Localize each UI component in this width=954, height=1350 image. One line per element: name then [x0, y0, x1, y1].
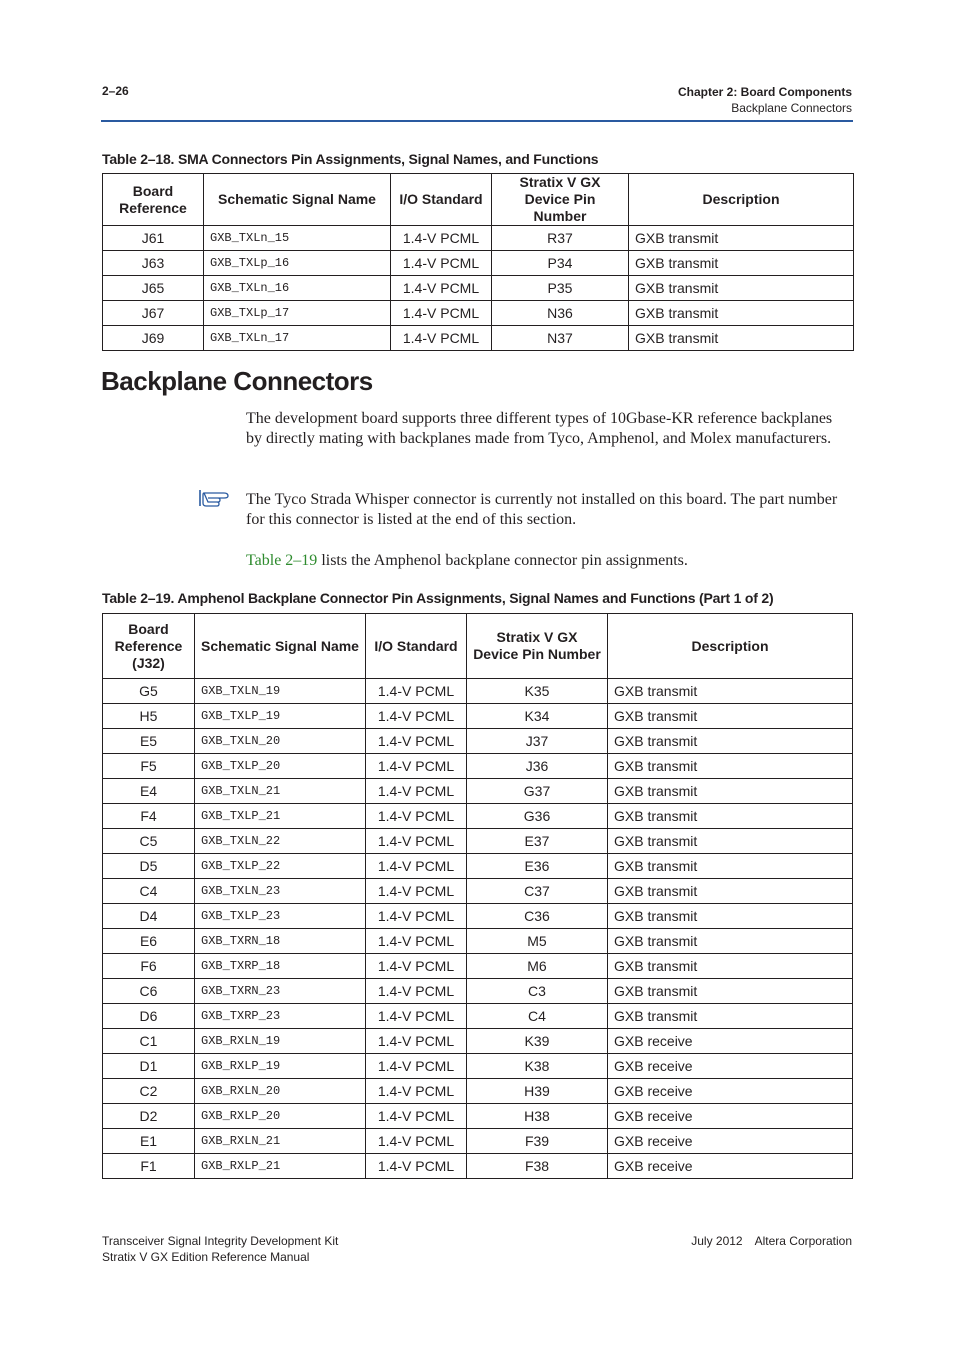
pin-number-cell: N36	[492, 301, 629, 326]
io-standard-cell: 1.4-V PCML	[366, 904, 467, 929]
board-reference-cell: C2	[103, 1079, 195, 1104]
footer-manual-title: Stratix V GX Edition Reference Manual	[102, 1250, 310, 1264]
signal-name-cell: GXB_TXLP_19	[195, 704, 366, 729]
board-reference-cell: D4	[103, 904, 195, 929]
pin-number-cell: K38	[467, 1054, 608, 1079]
description-cell: GXB transmit	[629, 251, 854, 276]
table19-row	[103, 704, 853, 729]
table18-header-row	[103, 174, 854, 226]
table19-row	[103, 779, 853, 804]
signal-name-cell: GXB_TXRP_23	[195, 1004, 366, 1029]
signal-name-cell: GXB_TXLp_17	[204, 301, 391, 326]
table19-row	[103, 1054, 853, 1079]
chapter-title: Chapter 2: Board Components	[677, 85, 852, 99]
table19-header: Stratix V GX Device Pin Number	[467, 614, 608, 679]
pin-number-cell: N37	[492, 326, 629, 351]
pin-number-cell: H38	[467, 1104, 608, 1129]
table19-row	[103, 1029, 853, 1054]
signal-name-cell: GXB_RXLN_21	[195, 1129, 366, 1154]
board-reference-cell: J65	[103, 276, 204, 301]
description-cell: GXB transmit	[608, 879, 853, 904]
board-reference-cell: F5	[103, 754, 195, 779]
description-cell: GXB receive	[608, 1129, 853, 1154]
board-reference-cell: C5	[103, 829, 195, 854]
pin-number-cell: G36	[467, 804, 608, 829]
running-header	[678, 84, 852, 116]
table19-row	[103, 954, 853, 979]
pin-number-cell: M6	[467, 954, 608, 979]
table18-header: Description	[629, 174, 854, 226]
io-standard-cell: 1.4-V PCML	[366, 779, 467, 804]
io-standard-cell: 1.4-V PCML	[366, 1029, 467, 1054]
board-reference-cell: D5	[103, 854, 195, 879]
section-heading: Backplane Connectors	[101, 366, 373, 396]
footer-kit-title: Transceiver Signal Integrity Development Kit	[102, 1234, 339, 1248]
description-cell: GXB transmit	[608, 829, 853, 854]
signal-name-cell: GXB_TXLP_23	[195, 904, 366, 929]
pin-number-cell: F39	[467, 1129, 608, 1154]
table18-row	[103, 226, 854, 251]
signal-name-cell: GXB_TXRN_23	[195, 979, 366, 1004]
signal-name-cell: GXB_TXLn_17	[204, 326, 391, 351]
io-standard-cell: 1.4-V PCML	[366, 804, 467, 829]
signal-name-cell: GXB_RXLN_19	[195, 1029, 366, 1054]
io-standard-cell: 1.4-V PCML	[366, 829, 467, 854]
io-standard-cell: 1.4-V PCML	[366, 879, 467, 904]
board-reference-cell: J69	[103, 326, 204, 351]
io-standard-cell: 1.4-V PCML	[391, 226, 492, 251]
io-standard-cell: 1.4-V PCML	[391, 276, 492, 301]
pointing-hand-note-icon	[198, 488, 232, 508]
description-cell: GXB transmit	[608, 1004, 853, 1029]
signal-name-cell: GXB_TXLN_23	[195, 879, 366, 904]
table19-header-row	[103, 614, 853, 679]
pin-number-cell: K39	[467, 1029, 608, 1054]
board-reference-cell: F4	[103, 804, 195, 829]
signal-name-cell: GXB_TXLn_15	[204, 226, 391, 251]
note-paragraph: The Tyco Strada Whisper connector is currently not installed on this board. The part number for this connector is listed at the end of this section.	[246, 491, 838, 528]
board-reference-cell: J61	[103, 226, 204, 251]
table19-row	[103, 1154, 853, 1179]
table19-header: Description	[608, 614, 853, 679]
description-cell: GXB receive	[608, 1079, 853, 1104]
io-standard-cell: 1.4-V PCML	[366, 1154, 467, 1179]
signal-name-cell: GXB_TXLN_21	[195, 779, 366, 804]
table19-row	[103, 679, 853, 704]
io-standard-cell: 1.4-V PCML	[366, 754, 467, 779]
io-standard-cell: 1.4-V PCML	[366, 979, 467, 1004]
io-standard-cell: 1.4-V PCML	[391, 326, 492, 351]
signal-name-cell: GXB_TXRN_18	[195, 929, 366, 954]
description-cell: GXB transmit	[608, 729, 853, 754]
pin-number-cell: K34	[467, 704, 608, 729]
pin-number-cell: P34	[492, 251, 629, 276]
pin-number-cell: C4	[467, 1004, 608, 1029]
table19-row	[103, 1004, 853, 1029]
table19-header: Board Reference (J32)	[103, 614, 195, 679]
signal-name-cell: GXB_TXLP_21	[195, 804, 366, 829]
description-cell: GXB transmit	[608, 954, 853, 979]
signal-name-cell: GXB_TXLP_22	[195, 854, 366, 879]
table19-row	[103, 854, 853, 879]
table19-row	[103, 729, 853, 754]
table19-row	[103, 754, 853, 779]
section-title: Backplane Connectors	[731, 101, 852, 115]
table19-row	[103, 829, 853, 854]
table19-row	[103, 1104, 853, 1129]
pin-number-cell: E36	[467, 854, 608, 879]
io-standard-cell: 1.4-V PCML	[366, 854, 467, 879]
description-cell: GXB transmit	[629, 326, 854, 351]
table18-header: I/O Standard	[391, 174, 492, 226]
pin-number-cell: R37	[492, 226, 629, 251]
description-cell: GXB transmit	[608, 679, 853, 704]
pin-number-cell: C3	[467, 979, 608, 1004]
board-reference-cell: D6	[103, 1004, 195, 1029]
table18-row	[103, 326, 854, 351]
description-cell: GXB transmit	[629, 276, 854, 301]
pin-number-cell: J36	[467, 754, 608, 779]
table19-row	[103, 1129, 853, 1154]
board-reference-cell: D2	[103, 1104, 195, 1129]
footer-company: Altera Corporation	[754, 1234, 852, 1248]
footer-right	[691, 1233, 852, 1249]
signal-name-cell: GXB_RXLP_20	[195, 1104, 366, 1129]
table18-row	[103, 276, 854, 301]
io-standard-cell: 1.4-V PCML	[391, 301, 492, 326]
table19-caption: Table 2–19. Amphenol Backplane Connector Pin Assignments, Signal Names and Functions (Part 1 of 2)	[102, 590, 774, 606]
description-cell: GXB transmit	[608, 979, 853, 1004]
board-reference-cell: E1	[103, 1129, 195, 1154]
board-reference-cell: E4	[103, 779, 195, 804]
io-standard-cell: 1.4-V PCML	[366, 679, 467, 704]
pin-number-cell: J37	[467, 729, 608, 754]
board-reference-cell: G5	[103, 679, 195, 704]
signal-name-cell: GXB_RXLP_19	[195, 1054, 366, 1079]
page-number: 2–26	[102, 84, 129, 98]
description-cell: GXB transmit	[608, 854, 853, 879]
pin-number-cell: C37	[467, 879, 608, 904]
io-standard-cell: 1.4-V PCML	[366, 1079, 467, 1104]
board-reference-cell: C1	[103, 1029, 195, 1054]
board-reference-cell: C4	[103, 879, 195, 904]
footer-left	[102, 1233, 338, 1265]
table19-row	[103, 979, 853, 1004]
pin-number-cell: E37	[467, 829, 608, 854]
io-standard-cell: 1.4-V PCML	[366, 1004, 467, 1029]
pin-number-cell: K35	[467, 679, 608, 704]
table-reference-text: lists the Amphenol backplane connector pin assignments.	[317, 552, 688, 569]
table19-row	[103, 1079, 853, 1104]
board-reference-cell: D1	[103, 1054, 195, 1079]
table-reference-paragraph	[246, 551, 846, 571]
table19-row	[103, 904, 853, 929]
board-reference-cell: E5	[103, 729, 195, 754]
pin-number-cell: P35	[492, 276, 629, 301]
signal-name-cell: GXB_RXLP_21	[195, 1154, 366, 1179]
description-cell: GXB transmit	[608, 779, 853, 804]
description-cell: GXB transmit	[608, 754, 853, 779]
pin-number-cell: M5	[467, 929, 608, 954]
table19-row	[103, 929, 853, 954]
signal-name-cell: GXB_RXLN_20	[195, 1079, 366, 1104]
io-standard-cell: 1.4-V PCML	[366, 954, 467, 979]
board-reference-cell: J67	[103, 301, 204, 326]
description-cell: GXB receive	[608, 1029, 853, 1054]
description-cell: GXB transmit	[629, 226, 854, 251]
table19-header: Schematic Signal Name	[195, 614, 366, 679]
pin-number-cell: F38	[467, 1154, 608, 1179]
io-standard-cell: 1.4-V PCML	[391, 251, 492, 276]
table19	[102, 613, 853, 1179]
description-cell: GXB transmit	[608, 904, 853, 929]
pin-number-cell: G37	[467, 779, 608, 804]
footer-date: July 2012	[691, 1234, 743, 1248]
table19-row	[103, 879, 853, 904]
board-reference-cell: F6	[103, 954, 195, 979]
signal-name-cell: GXB_TXLN_22	[195, 829, 366, 854]
table19-link[interactable]: Table 2–19	[246, 552, 318, 569]
description-cell: GXB receive	[608, 1104, 853, 1129]
table19-row	[103, 804, 853, 829]
board-reference-cell: E6	[103, 929, 195, 954]
header-rule	[101, 120, 853, 122]
table18-header: Schematic Signal Name	[204, 174, 391, 226]
description-cell: GXB transmit	[608, 704, 853, 729]
signal-name-cell: GXB_TXRP_18	[195, 954, 366, 979]
description-cell: GXB receive	[608, 1154, 853, 1179]
io-standard-cell: 1.4-V PCML	[366, 729, 467, 754]
table18-header: Stratix V GX Device Pin Number	[492, 174, 629, 226]
table18-row	[103, 301, 854, 326]
signal-name-cell: GXB_TXLN_19	[195, 679, 366, 704]
io-standard-cell: 1.4-V PCML	[366, 1104, 467, 1129]
table18-caption: Table 2–18. SMA Connectors Pin Assignments, Signal Names, and Functions	[102, 151, 599, 167]
board-reference-cell: F1	[103, 1154, 195, 1179]
table18	[102, 173, 854, 351]
signal-name-cell: GXB_TXLP_20	[195, 754, 366, 779]
description-cell: GXB transmit	[629, 301, 854, 326]
pin-number-cell: H39	[467, 1079, 608, 1104]
board-reference-cell: H5	[103, 704, 195, 729]
pin-number-cell: C36	[467, 904, 608, 929]
intro-paragraph: The development board supports three different types of 10Gbase-KR reference backplanes by directly mating with backplanes made from Tyco, Amphenol, and Molex manufacturers.	[246, 410, 833, 447]
table18-header: Board Reference	[103, 174, 204, 226]
signal-name-cell: GXB_TXLn_16	[204, 276, 391, 301]
description-cell: GXB receive	[608, 1054, 853, 1079]
board-reference-cell: J63	[103, 251, 204, 276]
description-cell: GXB transmit	[608, 804, 853, 829]
io-standard-cell: 1.4-V PCML	[366, 704, 467, 729]
description-cell: GXB transmit	[608, 929, 853, 954]
io-standard-cell: 1.4-V PCML	[366, 1129, 467, 1154]
board-reference-cell: C6	[103, 979, 195, 1004]
io-standard-cell: 1.4-V PCML	[366, 929, 467, 954]
table19-header: I/O Standard	[366, 614, 467, 679]
signal-name-cell: GXB_TXLN_20	[195, 729, 366, 754]
signal-name-cell: GXB_TXLp_16	[204, 251, 391, 276]
table18-row	[103, 251, 854, 276]
io-standard-cell: 1.4-V PCML	[366, 1054, 467, 1079]
